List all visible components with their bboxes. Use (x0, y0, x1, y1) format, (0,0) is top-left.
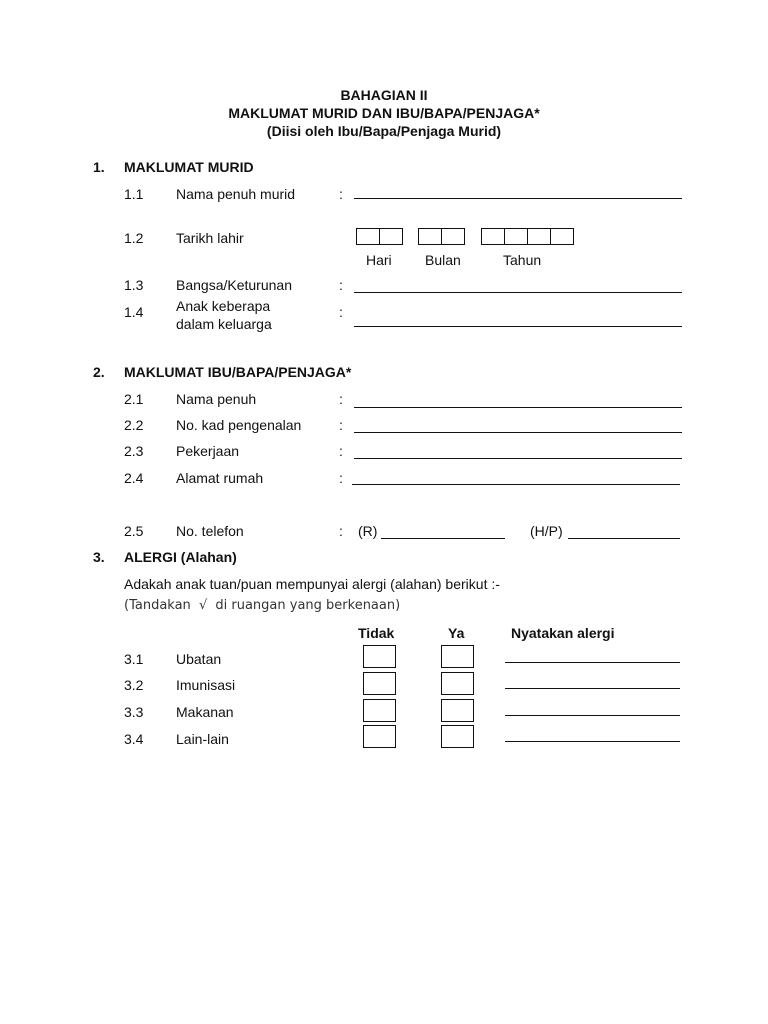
phone-mobile-field[interactable] (568, 538, 680, 539)
allergy-label-food: Makanan (176, 704, 234, 720)
birth-day-digit-box[interactable] (356, 228, 380, 245)
birth-day-digit-box[interactable] (379, 228, 403, 245)
field-label-home-address: Alamat rumah (176, 470, 264, 486)
allergy-label-medicine: Ubatan (176, 651, 222, 667)
colon: : (339, 523, 343, 539)
ethnicity-field[interactable] (354, 292, 682, 293)
colon: : (339, 443, 343, 459)
allergy-medicine-specify-field[interactable] (505, 662, 680, 663)
allergy-immunisation-specify-field[interactable] (505, 688, 680, 689)
allergy-food-no-checkbox[interactable] (363, 699, 396, 722)
section-1-number: 1. (93, 159, 105, 175)
form-subtitle: (Diisi oleh Ibu/Bapa/Penjaga Murid) (266, 123, 502, 139)
colon: : (339, 277, 343, 293)
instruction-suffix: di ruangan yang berkenaan) (215, 598, 401, 613)
field-label-student-name: Nama penuh murid (176, 186, 296, 202)
allergy-immunisation-no-checkbox[interactable] (363, 672, 396, 695)
item-number: 3.4 (124, 731, 144, 747)
field-label-birth-date: Tarikh lahir (176, 230, 244, 246)
parent-name-field[interactable] (354, 407, 682, 408)
column-header-yes: Ya (448, 625, 465, 641)
colon: : (339, 304, 343, 320)
colon: : (339, 470, 343, 486)
allergy-instruction (124, 598, 400, 614)
allergy-medicine-no-checkbox[interactable] (363, 645, 396, 668)
birth-year-digit-box[interactable] (527, 228, 551, 245)
item-number: 3.2 (124, 677, 144, 693)
field-label-birth-order-line2: dalam keluarga (176, 316, 272, 332)
field-label-ethnicity: Bangsa/Keturunan (176, 277, 292, 293)
field-label-birth-order: Anak keberapa (176, 298, 271, 314)
phone-home-label: (R) (358, 523, 378, 539)
occupation-field[interactable] (354, 458, 682, 459)
allergy-other-no-checkbox[interactable] (363, 725, 396, 748)
section-2-number: 2. (93, 364, 105, 380)
birth-order-field[interactable] (354, 326, 682, 327)
form-section-heading: BAHAGIAN II (340, 87, 428, 103)
allergy-label-immunisation: Imunisasi (176, 677, 236, 693)
item-number: 2.4 (124, 470, 144, 486)
colon: : (339, 391, 343, 407)
field-label-ic-number: No. kad pengenalan (176, 417, 302, 433)
section-3-title: ALERGI (Alahan) (124, 549, 237, 565)
date-label-year: Tahun (503, 252, 542, 268)
allergy-question: Adakah anak tuan/puan mempunyai alergi (alahan) berikut :- (124, 576, 500, 592)
ic-number-field[interactable] (354, 432, 682, 433)
allergy-other-specify-field[interactable] (505, 741, 680, 742)
birth-year-digit-box[interactable] (481, 228, 505, 245)
item-number: 1.2 (124, 230, 144, 246)
item-number: 2.5 (124, 523, 144, 539)
field-label-phone: No. telefon (176, 523, 244, 539)
birth-year-digit-box[interactable] (550, 228, 574, 245)
student-name-field[interactable] (354, 198, 682, 199)
column-header-no: Tidak (358, 625, 395, 641)
birth-month-digit-box[interactable] (418, 228, 442, 245)
birth-year-digit-box[interactable] (504, 228, 528, 245)
item-number: 3.1 (124, 651, 144, 667)
column-header-specify: Nyatakan alergi (511, 625, 615, 641)
item-number: 2.2 (124, 417, 144, 433)
item-number: 1.1 (124, 186, 144, 202)
home-address-field[interactable] (352, 484, 680, 485)
allergy-label-other: Lain-lain (176, 731, 229, 747)
allergy-food-yes-checkbox[interactable] (441, 699, 474, 722)
field-label-parent-name: Nama penuh (176, 391, 257, 407)
allergy-food-specify-field[interactable] (505, 715, 680, 716)
date-label-month: Bulan (425, 252, 461, 268)
phone-mobile-label: (H/P) (530, 523, 563, 539)
field-label-occupation: Pekerjaan (176, 443, 240, 459)
date-label-day: Hari (366, 252, 392, 268)
allergy-medicine-yes-checkbox[interactable] (441, 645, 474, 668)
item-number: 1.4 (124, 304, 144, 320)
section-2-title: MAKLUMAT IBU/BAPA/PENJAGA* (124, 364, 352, 380)
colon: : (339, 417, 343, 433)
allergy-other-yes-checkbox[interactable] (441, 725, 474, 748)
instruction-prefix: (Tandakan (124, 598, 191, 613)
item-number: 1.3 (124, 277, 144, 293)
colon: : (339, 186, 343, 202)
section-1-title: MAKLUMAT MURID (124, 159, 254, 175)
birth-month-digit-box[interactable] (441, 228, 465, 245)
form-title: MAKLUMAT MURID DAN IBU/BAPA/PENJAGA* (228, 105, 540, 121)
tick-icon: √ (198, 598, 208, 613)
item-number: 2.3 (124, 443, 144, 459)
phone-home-field[interactable] (381, 538, 505, 539)
item-number: 2.1 (124, 391, 144, 407)
allergy-immunisation-yes-checkbox[interactable] (441, 672, 474, 695)
item-number: 3.3 (124, 704, 144, 720)
section-3-number: 3. (93, 549, 105, 565)
